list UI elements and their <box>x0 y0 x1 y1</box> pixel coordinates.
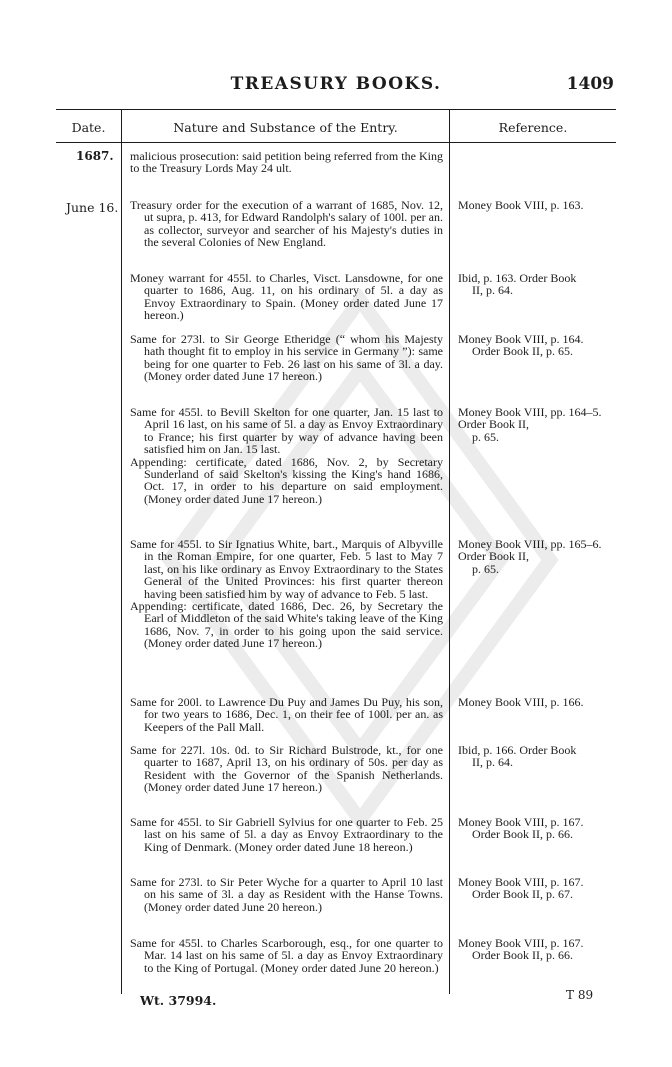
entry-appending: Appending: certificate, dated 1686, Dec. 26, by Secretary the Earl of Middleton of the said White's taking leave of the King 1686, Nov. 7, in order to his going upon the said service. (Money order dated June 17 hereon.) <box>130 599 443 651</box>
reference-line: Money Book VIII, pp. 164–5. Order Book II, <box>458 405 602 432</box>
entry-9-reference <box>458 876 610 901</box>
reference-line: Money Book VIII, p. 167. <box>458 875 584 889</box>
entry-0 <box>130 150 443 175</box>
entry-4 <box>130 406 443 505</box>
entry-1-reference <box>458 199 610 211</box>
entry-text: Same for 455l. to Sir Ignatius White, bart., Marquis of Albyville in the Roman Empire, for one quarter, Feb. 5 last to May 7 last, on his like ordinary as Envoy Extraordinary to the States General of the United Provinces: his first quarter thereon having been satisfied him by way of advance to Feb. 5 last. <box>130 537 443 601</box>
entry-3-reference <box>458 333 610 358</box>
entry-5-reference <box>458 538 610 575</box>
entry-7 <box>130 744 443 794</box>
entry-8 <box>130 816 443 853</box>
entry-text: Same for 455l. to Charles Scarborough, esq., for one quarter to Mar. 14 last on his same of 5l. a day as Envoy Extraordinary to the King of Portugal. (Money order dated June 20 hereon.) <box>130 936 443 975</box>
column-divider-left <box>121 110 122 994</box>
reference-line: Ibid, p. 163. Order Book <box>458 271 577 285</box>
entry-text: Same for 227l. 10s. 0d. to Sir Richard Bulstrode, kt., for one quarter to 1687, April 13, on his ordinary of 50s. per day as Resident with the Governor of the Spanish Netherlands. (Money order dated June 17 hereon.) <box>130 743 443 795</box>
reference-line-cont: II, p. 64. <box>472 755 513 770</box>
entry-10 <box>130 937 443 974</box>
signature-mark: T 89 <box>566 988 594 1002</box>
entry-1 <box>130 199 443 249</box>
entry-text: Treasury order for the execution of a warrant of 1685, Nov. 12, ut supra, p. 413, for Edward Randolph's salary of 100l. per an. as collector, surveyor and searcher of his Majesty's duties in the several Colonies of New England. <box>130 198 443 250</box>
reference-column-header: Reference. <box>498 120 568 135</box>
entry-2-reference <box>458 272 610 297</box>
entry-7-reference <box>458 744 610 769</box>
page-number: 1409 <box>566 74 614 94</box>
entry-6-reference <box>458 696 610 708</box>
reference-line-cont: Order Book II, p. 66. <box>472 827 573 842</box>
reference-line-cont: Order Book II, p. 65. <box>472 344 573 359</box>
date-label: June 16. <box>66 200 119 215</box>
page-title: TREASURY BOOKS. <box>230 74 442 94</box>
entry-5 <box>130 538 443 650</box>
reference-line: Money Book VIII, p. 167. <box>458 936 584 950</box>
nature-column-header: Nature and Substance of the Entry. <box>173 120 398 135</box>
reference-line-cont: p. 65. <box>472 561 499 576</box>
reference-line: Money Book VIII, p. 167. <box>458 815 584 829</box>
entry-8-reference <box>458 816 610 841</box>
entry-4-reference <box>458 406 610 443</box>
reference-line-cont: II, p. 64. <box>472 283 513 298</box>
reference-line: Money Book VIII, p. 163. <box>458 198 584 212</box>
entry-appending: Appending: certificate, dated 1686, Nov. 2, by Secretary Sunderland of said Skelton's kissing the King's hand 1686, Oct. 17, in order to his departure on said employment. (Money order dated June 17 hereon.) <box>130 454 443 506</box>
entry-text: Same for 455l. to Bevill Skelton for one quarter, Jan. 15 last to April 16 last, on his same of 5l. a day as Envoy Extraordinary to France; his first quarter by way of advance having been satisfied him on Jan. 15 last. <box>130 405 443 457</box>
entry-text: malicious prosecution: said petition being referred from the King to the Treasury Lords May 24 ult. <box>130 149 443 176</box>
entry-6 <box>130 696 443 733</box>
entry-2 <box>130 272 443 322</box>
reference-line-cont: Order Book II, p. 67. <box>472 887 573 902</box>
date-column-header: Date. <box>71 120 106 135</box>
reference-line-cont: p. 65. <box>472 429 499 444</box>
reference-line: Money Book VIII, p. 166. <box>458 695 584 709</box>
entry-9 <box>130 876 443 913</box>
entry-text: Same for 273l. to Sir George Etheridge (“ whom his Majesty hath thought fit to employ in his service in Germany ”): same being for one quarter to Feb. 26 last on his same of 3l. a day. (Money order dated June 17 hereon.) <box>130 332 443 384</box>
reference-line: Money Book VIII, p. 164. <box>458 332 584 346</box>
year-label: 1687. <box>76 149 114 163</box>
reference-line-cont: Order Book II, p. 66. <box>472 948 573 963</box>
entry-text: Same for 455l. to Sir Gabriell Sylvius for one quarter to Feb. 25 last on his same of 5l. a day as Envoy Extraordinary to the King of Denmark. (Money order dated June 18 hereon.) <box>130 815 443 854</box>
reference-line: Money Book VIII, pp. 165–6. Order Book II, <box>458 537 602 564</box>
reference-line: Ibid, p. 166. Order Book <box>458 743 577 757</box>
column-divider-right <box>449 110 450 994</box>
print-code: Wt. 37994. <box>140 993 217 1008</box>
entry-text: Same for 200l. to Lawrence Du Puy and James Du Puy, his son, for two years to 1686, Dec. 1, on their fee of 100l. per an. as Keepers of the Pall Mall. <box>130 695 443 734</box>
entry-10-reference <box>458 937 610 962</box>
entry-text: Money warrant for 455l. to Charles, Visct. Lansdowne, for one quarter to 1686, Aug. 11, on his ordinary of 5l. a day as Envoy Extraordinary to Spain. (Money order dated June 17 hereon.) <box>130 271 443 323</box>
table-top-rule <box>56 109 616 110</box>
table-header-rule <box>56 142 616 143</box>
entry-text: Same for 273l. to Sir Peter Wyche for a quarter to April 10 last on his same of 3l. a day as Resident with the Hanse Towns. (Money order dated June 20 hereon.) <box>130 875 443 914</box>
entry-3 <box>130 333 443 383</box>
